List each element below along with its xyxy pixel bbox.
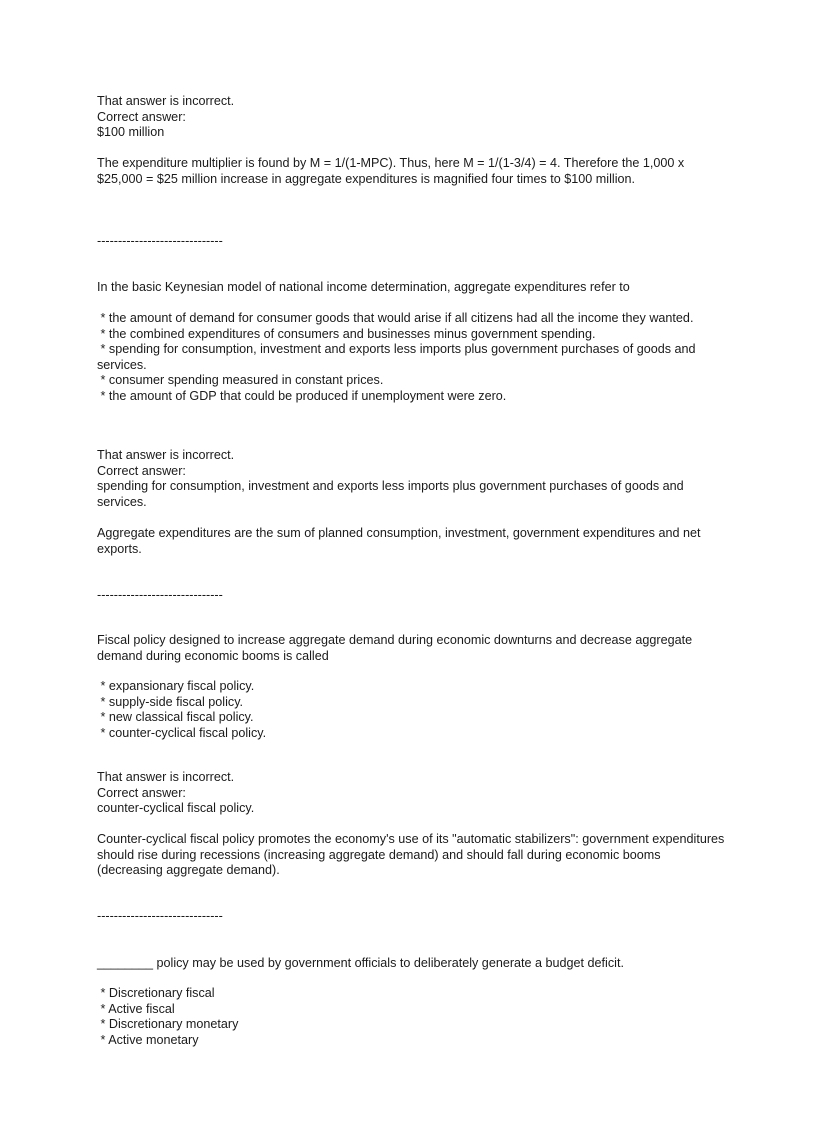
answer-option[interactable]: * Active fiscal (97, 1001, 175, 1016)
answer-option[interactable]: * the combined expenditures of consumers and businesses minus government spending. (97, 326, 596, 341)
answer-feedback-block (97, 770, 727, 817)
answer-option[interactable]: * expansionary fiscal policy. (97, 679, 255, 693)
separator: ------------------------------ (97, 909, 223, 923)
explanation-text: The expenditure multiplier is found by M = 1/(1-MPC). Thus, here M = 1/(1-3/4) = 4. Therefore the 1,000 x $25,000 = $25 million increase in aggregate expenditures is magnified four times to $100 million. (97, 156, 685, 186)
answer-option[interactable]: * consumer spending measured in constant prices. (97, 373, 384, 387)
answer-option[interactable]: * the amount of GDP that could be produced if unemployment were zero. (97, 388, 507, 403)
answer-feedback-block (97, 94, 727, 141)
answer-option[interactable]: * counter-cyclical fiscal policy. (97, 725, 267, 740)
explanation-text: Counter-cyclical fiscal policy promotes the economy's use of its "automatic stabilizers": government expenditures should rise during recessions (increasing aggregate demand) and should fall during economic booms (decreasing aggregate demand). (97, 832, 725, 877)
separator: ------------------------------ (97, 234, 223, 248)
answer-option[interactable]: * Discretionary fiscal (97, 986, 215, 1000)
answer-options (97, 679, 727, 741)
answer-option[interactable]: * Active monetary (97, 1032, 199, 1047)
separator: ------------------------------ (97, 588, 223, 602)
answer-option[interactable]: * supply-side fiscal policy. (97, 694, 244, 709)
correct-answer-label: Correct answer: (97, 109, 186, 124)
answer-feedback-block (97, 448, 727, 510)
correct-answer-text: spending for consumption, investment and exports less imports plus government purchases of goods and services. (97, 479, 688, 509)
question-text: In the basic Keynesian model of national income determination, aggregate expenditures refer to (97, 280, 630, 294)
answer-options (97, 986, 727, 1048)
answer-option[interactable]: * Discretionary monetary (97, 1017, 239, 1031)
answer-option[interactable]: * new classical fiscal policy. (97, 710, 254, 724)
question-text: Fiscal policy designed to increase aggregate demand during economic downturns and decrease aggregate demand during economic booms is called (97, 633, 693, 663)
correct-answer-label: Correct answer: (97, 785, 186, 800)
correct-answer-label: Correct answer: (97, 463, 186, 478)
correct-answer-text: counter-cyclical fiscal policy. (97, 801, 255, 815)
feedback-text: That answer is incorrect. (97, 448, 235, 462)
answer-option[interactable]: * the amount of demand for consumer goods that would arise if all citizens had all the income they wanted. (97, 311, 694, 325)
answer-options (97, 311, 727, 404)
feedback-text: That answer is incorrect. (97, 94, 235, 108)
explanation-text: Aggregate expenditures are the sum of planned consumption, investment, government expenditures and net exports. (97, 526, 701, 556)
feedback-text: That answer is incorrect. (97, 770, 235, 784)
question-text: ________ policy may be used by government officials to deliberately generate a budget deficit. (97, 956, 624, 970)
correct-answer-text: $100 million (97, 125, 165, 139)
answer-option[interactable]: * spending for consumption, investment and exports less imports plus government purchases of goods and services. (97, 342, 700, 372)
